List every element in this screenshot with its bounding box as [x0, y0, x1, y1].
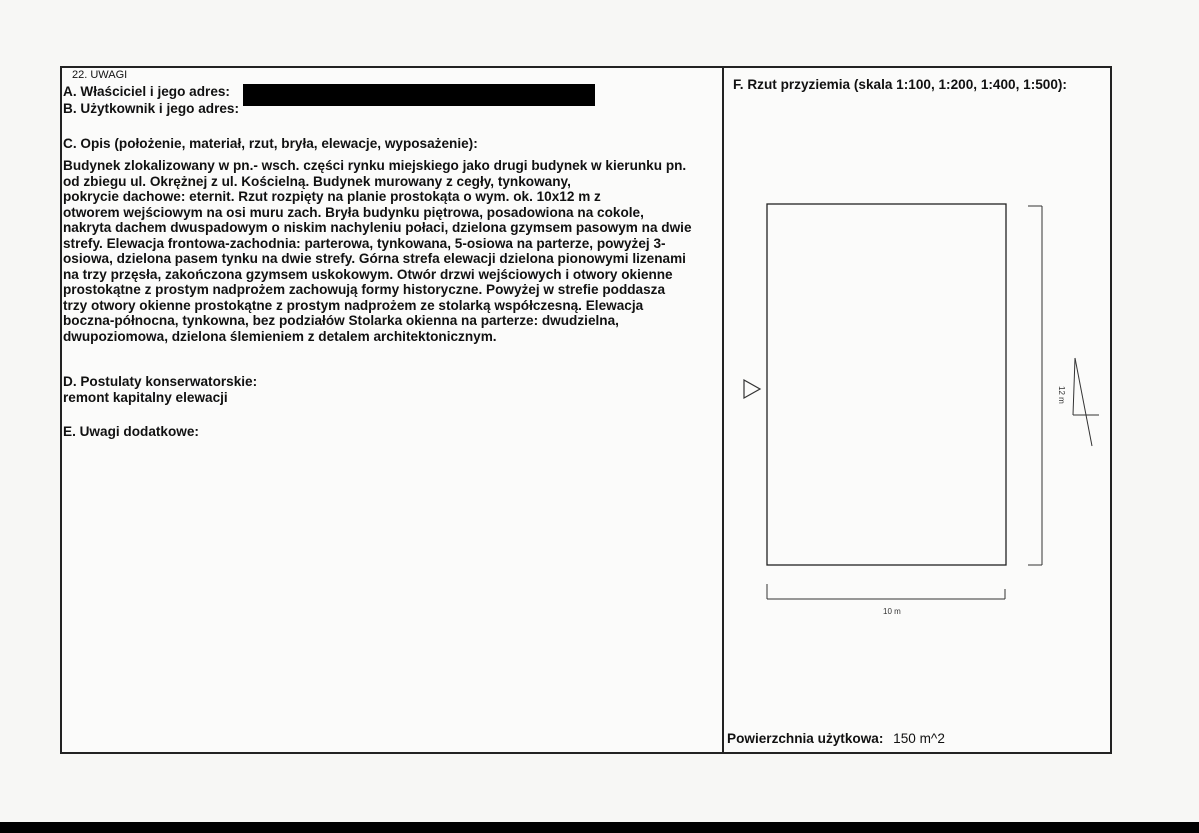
- description-line: boczna-północna, tynkowna, bez podziałów Stolarka okienna na parterze: dwudzielna,: [63, 313, 619, 328]
- description-line: otworem wejściowym na osi muru zach. Bryła budynku piętrowa, posadowiona na cokole,: [63, 204, 644, 220]
- description-line: prostokątne z prostym nadprożem zachowują formy historyczne. Powyżej w strefie poddasza: [63, 282, 666, 297]
- width-dimension-line: [767, 584, 1005, 599]
- remarks-heading: E. Uwagi dodatkowe:: [63, 424, 199, 439]
- floor-plan-drawing: [724, 68, 1110, 668]
- usable-area-value: 150 m^2: [893, 731, 945, 746]
- description-line: pokrycie dachowe: eternit. Rzut rozpięty na planie prostokąta o wym. ok. 10x12 m z: [63, 189, 601, 204]
- description-line: trzy otwory okienne prostokątne z prostym nadprożem ze stolarką współczesną. Elewacja: [63, 297, 644, 313]
- description-heading: C. Opis (położenie, materiał, rzut, bryła, elewacje, wyposażenie):: [63, 136, 478, 151]
- redacted-owner-address: [243, 84, 595, 106]
- description-line: na trzy przęsła, zakończona gzymsem uskokowym. Otwór drzwi wejściowych i otwory okienne: [63, 266, 673, 282]
- postulates-heading: D. Postulaty konserwatorskie:: [63, 374, 258, 389]
- entrance-arrow-icon: [744, 380, 760, 398]
- building-outline: [767, 204, 1006, 565]
- description-line: Budynek zlokalizowany w pn.- wsch. części rynku miejskiego jako drugi budynek w kierunku pn.: [63, 158, 687, 173]
- description-line: nakryta dachem dwuspadowym o niskim nachyleniu połaci, dzielona gzymsem pasowym na dwie: [63, 220, 692, 235]
- usable-area: [727, 731, 945, 746]
- description-line: dwupoziomowa, dzielona ślemieniem z detalem architektonicznym.: [63, 328, 497, 344]
- north-arrow-icon: [1073, 358, 1099, 446]
- description-text: [63, 158, 728, 344]
- section-number: 22. UWAGI: [72, 69, 128, 81]
- scan-border: [0, 822, 1199, 833]
- user-label: B. Użytkownik i jego adres:: [63, 101, 240, 116]
- plan-title: F. Rzut przyziemia (skala 1:100, 1:200, 1:400, 1:500):: [733, 77, 1067, 92]
- floor-plan-section: [724, 68, 1110, 752]
- description-line: strefy. Elewacja frontowa-zachodnia: parterowa, tynkowana, 5-osiowa na parterze, powyżej 3-: [63, 235, 666, 251]
- owner-label: A. Właściciel i jego adres:: [63, 84, 230, 99]
- usable-area-label: Powierzchnia użytkowa:: [727, 731, 884, 746]
- height-dimension-line: [1028, 206, 1042, 565]
- dim-height-label: 12 m: [1057, 386, 1066, 404]
- postulates-text: remont kapitalny elewacji: [63, 390, 228, 405]
- remarks-section: [62, 68, 722, 752]
- description-line: od zbiegu ul. Okrężnej z ul. Kościelną. Budynek murowany z cegły, tynkowany,: [63, 173, 571, 189]
- dim-width-label: 10 m: [883, 607, 901, 616]
- monument-record-card: [60, 66, 1112, 754]
- description-line: osiowa, dzielona pasem tynku na dwie strefy. Górna strefa elewacji dzielona pionowymi lizenami: [63, 251, 686, 266]
